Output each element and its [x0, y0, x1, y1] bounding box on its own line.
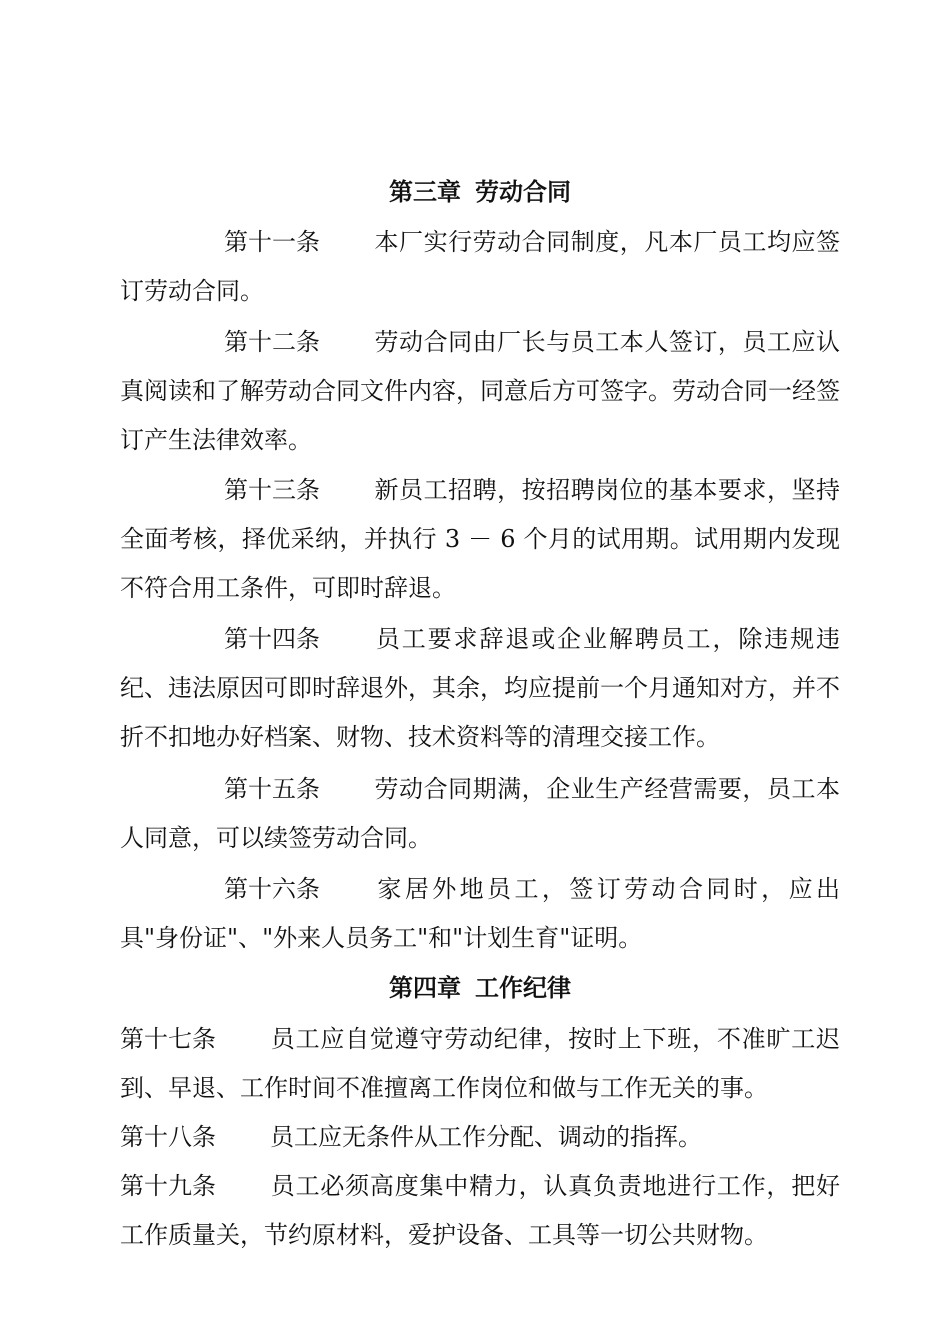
chapter-label: 第三章: [389, 178, 461, 206]
chapter-title: 工作纪律: [475, 974, 571, 1002]
article-18: [120, 1113, 840, 1162]
chapter-title: 劳动合同: [475, 178, 571, 206]
article-12: [120, 318, 840, 465]
article-text: 新员工招聘，按招聘岗位的基本要求，坚持全面考核，择优采纳，并执行 3 － 6 个月的试用期。试用期内发现不符合用工条件，可即时辞退。: [120, 476, 840, 602]
article-16: [120, 865, 840, 963]
article-number: 第十六条: [224, 875, 320, 903]
article-number: 第十九条: [120, 1172, 216, 1200]
article-15: [120, 765, 840, 863]
article-number: 第十二条: [224, 328, 320, 356]
article-text: 员工应自觉遵守劳动纪律，按时上下班，不准旷工迟到、早退、工作时间不准擅离工作岗位和做与工作无关的事。: [120, 1025, 840, 1102]
article-number: 第十四条: [224, 625, 320, 653]
article-text: 家居外地员工，签订劳动合同时，应出具"身份证"、"外来人员务工"和"计划生育"证明。: [120, 875, 840, 952]
article-text: 员工应无条件从工作分配、调动的指挥。: [270, 1123, 702, 1151]
article-text: 劳动合同期满，企业生产经营需要，员工本人同意，可以续签劳动合同。: [120, 775, 840, 852]
article-number: 第十一条: [224, 228, 320, 256]
chapter-heading-4: [120, 973, 840, 1003]
article-19: [120, 1162, 840, 1260]
article-number: 第十八条: [120, 1123, 216, 1151]
article-number: 第十三条: [224, 476, 320, 504]
chapter-heading-3: [120, 177, 840, 207]
chapter-label: 第四章: [389, 974, 461, 1002]
article-text: 劳动合同由厂长与员工本人签订，员工应认真阅读和了解劳动合同文件内容，同意后方可签字。劳动合同一经签订产生法律效率。: [120, 328, 840, 454]
article-14: [120, 615, 840, 762]
article-17: [120, 1015, 840, 1113]
article-11: [120, 218, 840, 316]
article-text: 员工必须高度集中精力，认真负责地进行工作，把好工作质量关，节约原材料，爱护设备、工具等一切公共财物。: [120, 1172, 840, 1249]
article-number: 第十五条: [224, 775, 320, 803]
article-number: 第十七条: [120, 1025, 216, 1053]
article-text: 员工要求辞退或企业解聘员工，除违规违纪、违法原因可即时辞退外，其余，均应提前一个月通知对方，并不折不扣地办好档案、财物、技术资料等的清理交接工作。: [120, 625, 840, 751]
article-13: [120, 466, 840, 613]
article-text: 本厂实行劳动合同制度，凡本厂员工均应签订劳动合同。: [120, 228, 840, 305]
